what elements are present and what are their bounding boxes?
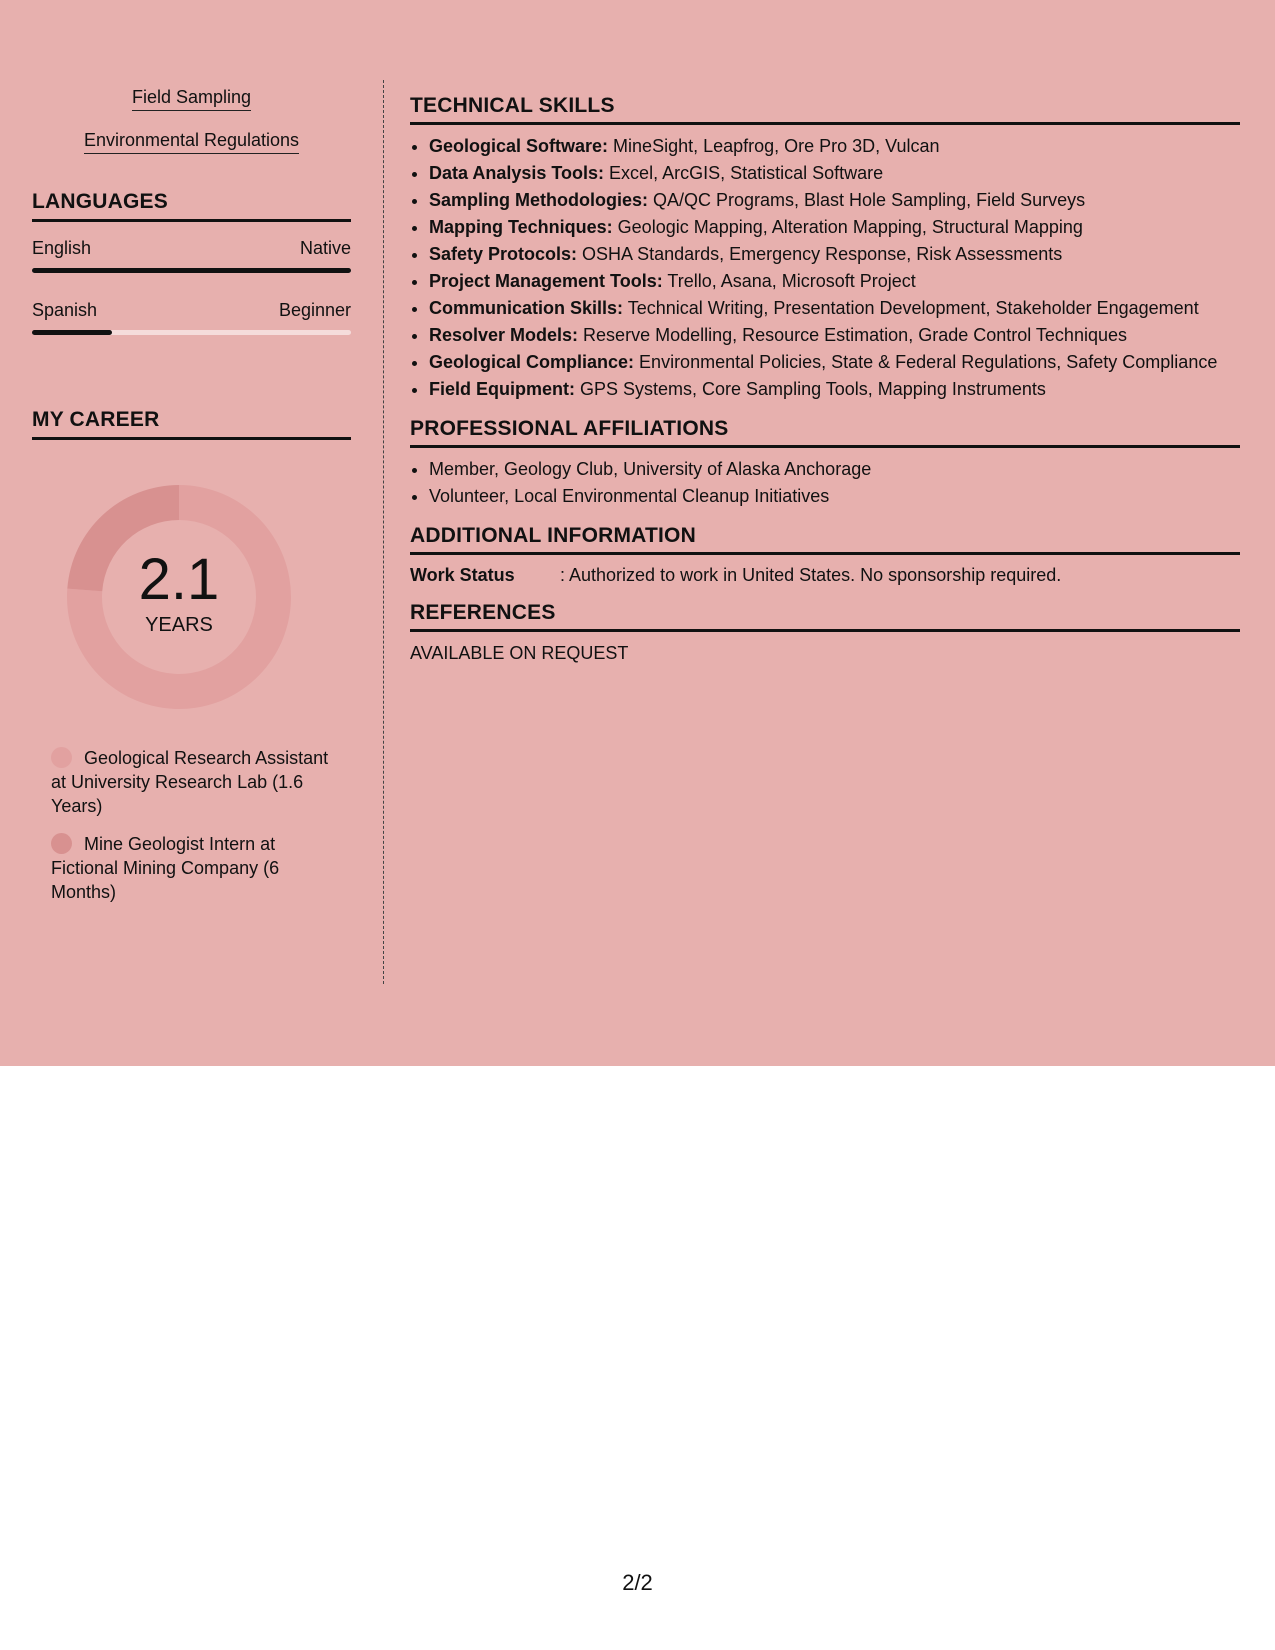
skill-label: Safety Protocols: [429, 244, 578, 264]
skill-item [429, 160, 1240, 187]
language-proficiency-bar [32, 268, 351, 273]
skill-label: Resolver Models: [429, 325, 579, 345]
languages-section [32, 190, 351, 335]
career-legend-label: Mine Geologist Intern at Fictional Mining Company (6 Months) [51, 834, 280, 902]
skill-value: Reserve Modelling, Resource Estimation, Grade Control Techniques [578, 325, 1127, 345]
language-level: Beginner [278, 300, 351, 320]
skill-item [429, 214, 1240, 241]
skill-label: Field Equipment: [429, 379, 575, 399]
language-name: English [32, 238, 92, 258]
column-divider [383, 80, 384, 984]
career-section [32, 408, 351, 904]
page-number: 2/2 [622, 1570, 653, 1595]
skill-item [429, 376, 1240, 403]
left-column [32, 86, 351, 918]
skill-value: GPS Systems, Core Sampling Tools, Mapping Instruments [575, 379, 1046, 399]
language-item [32, 237, 351, 273]
technical-skills-list [410, 133, 1240, 403]
references-text: AVAILABLE ON REQUEST [410, 643, 629, 663]
additional-info-section [410, 524, 1240, 587]
language-level: Native [299, 238, 351, 258]
skill-item [429, 268, 1240, 295]
work-status-label: Work Status [410, 565, 515, 585]
skill-value: OSHA Standards, Emergency Response, Risk Assessments [577, 244, 1063, 264]
affiliation-item: • Member, Geology Club, University of Alaska Anchorage [429, 456, 1240, 483]
career-legend-label: Geological Research Assistant at University Research Lab (1.6 Years) [51, 748, 329, 816]
skill-label: Geological Software: [429, 136, 609, 156]
career-donut-chart [66, 484, 292, 710]
skill-item [429, 322, 1240, 349]
language-proficiency-fill [32, 330, 112, 335]
work-status-row [410, 563, 1240, 587]
legend-dot-icon [51, 833, 72, 854]
interest-item: Environmental Regulations [84, 129, 299, 154]
skill-item [429, 133, 1240, 160]
skill-item [429, 187, 1240, 214]
skill-value: Technical Writing, Presentation Development, Stakeholder Engagement [623, 298, 1199, 318]
skill-value: QA/QC Programs, Blast Hole Sampling, Field Surveys [648, 190, 1086, 210]
skill-value: MineSight, Leapfrog, Ore Pro 3D, Vulcan [608, 136, 940, 156]
skill-value: Excel, ArcGIS, Statistical Software [604, 163, 884, 183]
additional-info-heading: ADDITIONAL INFORMATION [410, 524, 1240, 555]
skill-value: Trello, Asana, Microsoft Project [662, 271, 916, 291]
language-item [32, 299, 351, 335]
skill-label: Mapping Techniques: [429, 217, 613, 237]
affiliations-list [410, 456, 1240, 510]
skill-label: Project Management Tools: [429, 271, 663, 291]
career-legend-item [51, 832, 331, 904]
language-proficiency-fill [32, 268, 351, 273]
affiliations-heading: PROFESSIONAL AFFILIATIONS [410, 417, 1240, 448]
language-proficiency-bar [32, 330, 351, 335]
skill-item [429, 295, 1240, 322]
career-total-value: 2.1 [138, 547, 220, 612]
technical-skills-heading: TECHNICAL SKILLS [410, 94, 1240, 125]
interests-list [32, 86, 351, 154]
languages-heading: LANGUAGES [32, 190, 351, 222]
career-legend [51, 746, 331, 904]
references-heading: REFERENCES [410, 601, 1240, 632]
skill-label: Geological Compliance: [429, 352, 635, 372]
legend-dot-icon [51, 747, 72, 768]
skill-item [429, 349, 1240, 376]
skill-label: Data Analysis Tools: [429, 163, 605, 183]
technical-skills-section [410, 94, 1240, 403]
skill-value: Geologic Mapping, Alteration Mapping, Structural Mapping [612, 217, 1083, 237]
interest-item: Field Sampling [132, 86, 251, 111]
career-total-unit: YEARS [145, 614, 213, 636]
skill-label: Sampling Methodologies: [429, 190, 648, 210]
affiliation-item: • Volunteer, Local Environmental Cleanup Initiatives [429, 483, 1240, 510]
career-legend-item [51, 746, 331, 818]
career-heading: MY CAREER [32, 408, 351, 440]
work-status-value: : Authorized to work in United States. No sponsorship required. [560, 565, 1062, 585]
right-column [410, 94, 1240, 679]
skill-value: Environmental Policies, State & Federal Regulations, Safety Compliance [634, 352, 1218, 372]
donut-center [66, 484, 292, 710]
skill-item [429, 241, 1240, 268]
references-section [410, 601, 1240, 665]
skill-label: Communication Skills: [429, 298, 624, 318]
language-name: Spanish [32, 300, 98, 320]
affiliations-section [410, 417, 1240, 510]
